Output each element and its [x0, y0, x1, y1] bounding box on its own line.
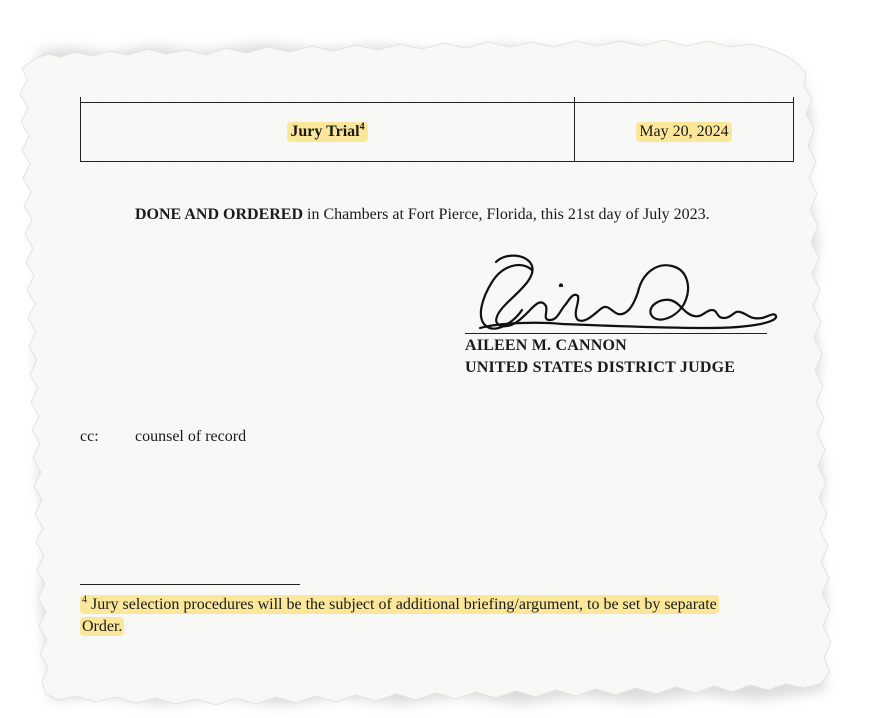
- table-border-tick: [793, 97, 794, 103]
- footnote: [80, 594, 810, 638]
- done-and-ordered-line: [135, 206, 710, 224]
- event-cell: [81, 103, 574, 161]
- footnote-number: 4: [82, 594, 87, 606]
- signature-line: [465, 333, 767, 334]
- judge-title: UNITED STATES DISTRICT JUDGE: [465, 359, 736, 376]
- judge-name: AILEEN M. CANNON: [465, 337, 627, 354]
- footnote-ref: 4: [359, 121, 365, 133]
- footnote-text-1: Jury selection procedures will be the subject of additional briefing/argument, to be set by separate: [87, 596, 717, 613]
- footnote-separator: [80, 584, 300, 585]
- judge-signature: [462, 252, 782, 338]
- date-cell: [575, 103, 793, 161]
- event-highlight: [287, 122, 367, 142]
- done-and-ordered-text: in Chambers at Fort Pierce, Florida, this 21st day of July 2023.: [303, 206, 710, 223]
- footnote-line-2: Order.: [82, 618, 123, 635]
- cc-value: counsel of record: [135, 428, 247, 445]
- event-label: Jury Trial: [290, 123, 360, 140]
- done-and-ordered-lead: DONE AND ORDERED: [135, 206, 304, 223]
- schedule-table-row: [80, 102, 794, 162]
- date-value: May 20, 2024: [636, 122, 731, 142]
- cc-label: cc:: [80, 428, 99, 445]
- footnote-line-1: [80, 595, 719, 614]
